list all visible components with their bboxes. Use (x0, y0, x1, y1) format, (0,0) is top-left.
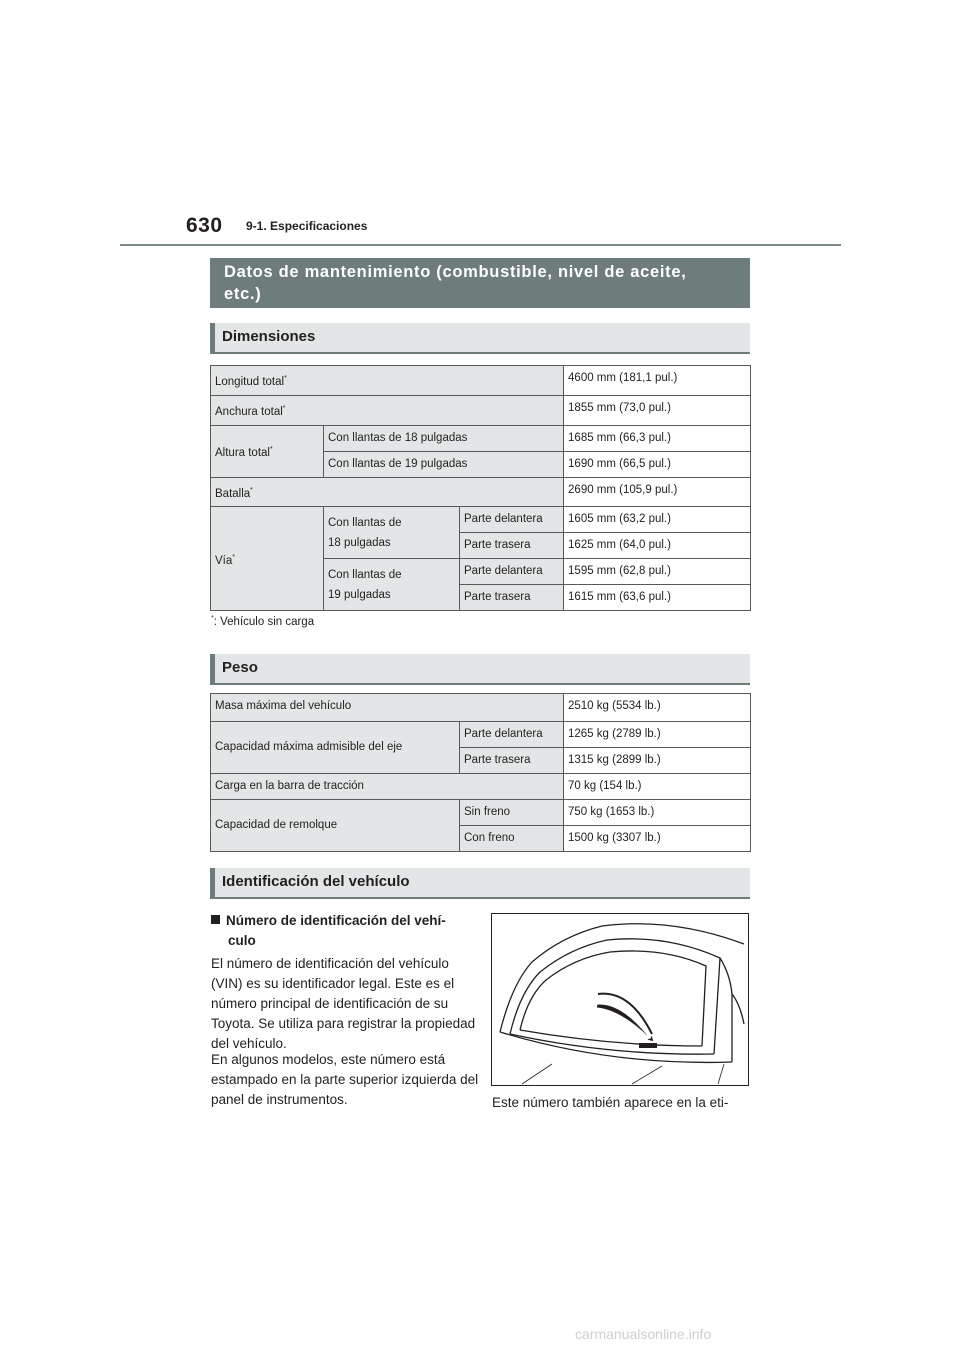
heading-bar (210, 868, 215, 899)
via-18-trasera-value: 1625 mm (64,0 pul.) (564, 533, 751, 559)
table-label-cell (211, 477, 564, 507)
table-row (211, 366, 751, 396)
longitud-value: 4600 mm (181,1 pul.) (564, 366, 751, 396)
con-freno-value: 1500 kg (3307 lb.) (564, 826, 751, 852)
footnote (211, 615, 314, 628)
table-label-cell (211, 366, 564, 396)
longitud-label: Longitud total (215, 375, 285, 388)
carga-label: Carga en la barra de tracción (211, 774, 564, 800)
footnote-text: : Vehículo sin carga (213, 615, 315, 628)
weight-table (210, 693, 751, 852)
table-row (211, 774, 751, 800)
page-number: 630 (186, 214, 223, 237)
parte-delantera-label: Parte delantera (460, 507, 564, 533)
banner-line-2: etc.) (224, 285, 262, 303)
heading-bar (210, 654, 215, 685)
header-rule (120, 244, 841, 246)
capacidad-eje-label: Capacidad máxima admisible del eje (211, 722, 460, 774)
llantas-19-line-2: 19 pulgadas (328, 588, 391, 601)
parte-delantera-label: Parte delantera (460, 559, 564, 585)
anchura-label: Anchura total (215, 405, 283, 418)
identificacion-title: Identificación del vehículo (222, 873, 410, 890)
figure-caption: Este número también aparece en la eti- (492, 1095, 729, 1110)
altura-19-value: 1690 mm (66,5 pul.) (564, 451, 751, 477)
windshield-vin-illustration (491, 913, 749, 1086)
vin-paragraph-2: En algunos modelos, este número está estampado en la parte superior izquierda del panel de instrumentos. (211, 1052, 479, 1107)
table-row (211, 395, 751, 425)
llantas-18-line-1: Con llantas de (328, 516, 402, 529)
table-label-cell (211, 395, 564, 425)
section-reference: 9-1. Especificaciones (246, 219, 368, 233)
table-label-cell (211, 425, 324, 477)
vin-subheading-line-1: Número de identificación del vehí- (226, 913, 446, 928)
table-row (211, 722, 751, 748)
batalla-value: 2690 mm (105,9 pul.) (564, 477, 751, 507)
vin-paragraph-1: El número de identificación del vehículo (VIN) es su identificador legal. Este es el número principal de identificación de su Toyota. Se utiliza para registrar la propiedad del vehículo. (211, 956, 476, 1051)
via-19-delantera-value: 1595 mm (62,8 pul.) (564, 559, 751, 585)
via-19-trasera-value: 1615 mm (63,6 pul.) (564, 585, 751, 611)
parte-trasera-label: Parte trasera (460, 533, 564, 559)
table-row (211, 507, 751, 533)
windshield-icon (492, 914, 748, 1085)
via-label: Vía (215, 554, 233, 567)
watermark: carmanualsonline.info (575, 1326, 712, 1342)
dimensiones-title: Dimensiones (222, 328, 316, 345)
anchura-value: 1855 mm (73,0 pul.) (564, 395, 751, 425)
altura-18-label: Con llantas de 18 pulgadas (324, 425, 564, 451)
eje-trasera-label: Parte trasera (460, 748, 564, 774)
peso-heading (210, 654, 750, 685)
section-banner (210, 258, 750, 308)
eje-trasera-value: 1315 kg (2899 lb.) (564, 748, 751, 774)
altura-18-value: 1685 mm (66,3 pul.) (564, 425, 751, 451)
asterisk: * (269, 445, 273, 453)
dimensiones-heading (210, 323, 750, 354)
llantas-19-line-1: Con llantas de (328, 568, 402, 581)
footnote-mark: * (211, 615, 214, 622)
vin-subheading-line-2: culo (228, 933, 256, 948)
batalla-label: Batalla (215, 487, 251, 500)
identificacion-heading (210, 868, 750, 899)
eje-delantera-label: Parte delantera (460, 722, 564, 748)
heading-bar (210, 323, 215, 354)
table-label-cell (211, 507, 324, 611)
sin-freno-label: Sin freno (460, 800, 564, 826)
table-row (211, 425, 751, 451)
eje-delantera-value: 1265 kg (2789 lb.) (564, 722, 751, 748)
remolque-label: Capacidad de remolque (211, 800, 460, 852)
llantas-18-line-2: 18 pulgadas (328, 536, 391, 549)
asterisk: * (282, 404, 286, 412)
asterisk: * (284, 375, 287, 382)
altura-19-label: Con llantas de 19 pulgadas (324, 451, 564, 477)
table-label-cell (324, 559, 460, 611)
banner-line-1: Datos de mantenimiento (combustible, nivel de aceite, (224, 263, 687, 281)
masa-label: Masa máxima del vehículo (211, 694, 564, 722)
sin-freno-value: 750 kg (1653 lb.) (564, 800, 751, 826)
masa-value: 2510 kg (5534 lb.) (564, 694, 751, 722)
via-18-delantera-value: 1605 mm (63,2 pul.) (564, 507, 751, 533)
table-row (211, 477, 751, 507)
peso-title: Peso (222, 659, 258, 676)
carga-value: 70 kg (154 lb.) (564, 774, 751, 800)
altura-label: Altura total (215, 446, 270, 459)
asterisk: * (250, 486, 253, 494)
table-label-cell (324, 507, 460, 559)
dimensions-table (210, 365, 751, 611)
parte-trasera-label: Parte trasera (460, 585, 564, 611)
vin-subheading (211, 911, 481, 951)
table-row (211, 694, 751, 722)
con-freno-label: Con freno (460, 826, 564, 852)
asterisk: * (232, 553, 235, 561)
square-bullet-icon (211, 915, 220, 924)
table-row (211, 800, 751, 826)
